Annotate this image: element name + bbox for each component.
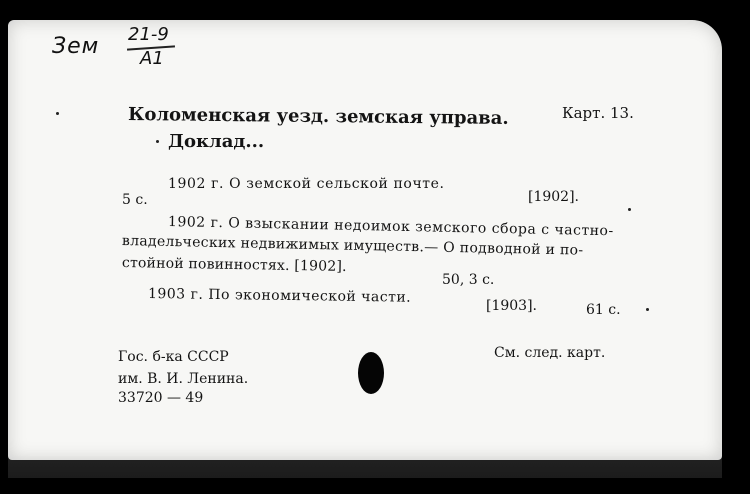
handwritten-number-top: 21-9 <box>128 24 169 45</box>
library-name: Гос. б-ка СССР <box>118 349 229 365</box>
speck <box>156 140 159 143</box>
handwritten-prefix: Зем <box>52 34 100 59</box>
handwritten-number-bottom: A1 <box>140 48 164 69</box>
card-subheading: Доклад... <box>168 131 265 152</box>
entry-3-title: 1903 г. По экономической части. <box>147 286 412 306</box>
speck <box>56 112 59 115</box>
entry-1-pages: 5 с. <box>122 192 148 208</box>
entry-2-line-2: владельческих недвижимых имуществ.— О подводной и по- <box>121 233 584 259</box>
library-name-2: им. В. И. Ленина. <box>118 371 249 387</box>
entry-2-line-1: 1902 г. О взыскании недоимок земского сбора с частно- <box>167 214 614 240</box>
entry-1-title: 1902 г. О земской сельской почте. <box>168 176 445 192</box>
entry-3-pages: 61 с. <box>586 302 621 318</box>
print-code: 33720 — 49 <box>118 390 204 406</box>
card-heading: Коломенская уезд. земская управа. <box>127 104 509 129</box>
see-next-card: См. след. карт. <box>494 345 606 361</box>
entry-2-pages: 50, 3 с. <box>442 272 495 288</box>
entry-2-line-3: стойной повинностях. [1902]. <box>121 255 347 275</box>
punch-hole <box>358 352 384 394</box>
speck <box>646 308 649 311</box>
entry-1-year: [1902]. <box>528 189 580 205</box>
card-number: Карт. 13. <box>562 104 634 122</box>
speck <box>628 208 631 211</box>
entry-3-year: [1903]. <box>486 298 538 314</box>
